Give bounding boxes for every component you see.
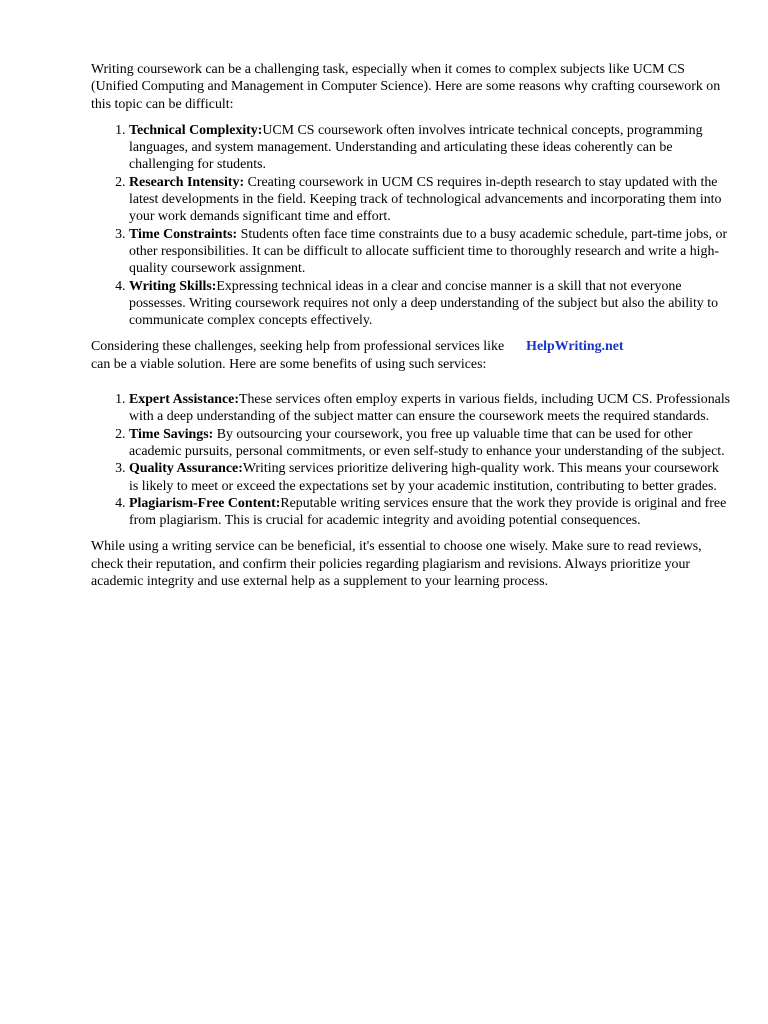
challenge-term: Writing Skills: [129, 278, 217, 294]
middle-text-before: Considering these challenges, seeking help from professional services like [91, 339, 505, 355]
challenge-item [129, 226, 731, 278]
challenge-term: Research Intensity: [129, 174, 245, 190]
benefit-term: Expert Assistance: [129, 392, 239, 408]
challenge-item [129, 278, 731, 330]
benefit-text: Writing services prioritize delivering high-quality work. This means your coursework is likely to meet or exceed the expectations set by your academic institution, contributing to better grades. [129, 461, 719, 494]
middle-text-after: can be a viable solution. Here are some benefits of using such services: [91, 356, 487, 372]
challenge-text: UCM CS coursework often involves intricate technical concepts, programming languages, and system management. Understanding and articulating these ideas coherently can be challenging for students. [129, 122, 703, 173]
benefit-term: Plagiarism-Free Content: [129, 495, 281, 511]
benefit-item [129, 391, 731, 426]
document-content [91, 61, 731, 590]
helpwriting-link[interactable]: HelpWriting.net [526, 339, 624, 355]
benefit-text: Reputable writing services ensure that the work they provide is original and free from plagiarism. This is crucial for academic integrity and avoiding potential consequences. [129, 495, 727, 529]
challenge-item [129, 174, 731, 226]
benefit-item [129, 426, 731, 461]
intro-paragraph: Writing coursework can be a challenging task, especially when it comes to complex subjects like UCM CS (Unified Computing and Management in Computer Science). Here are some reasons why crafting coursework on this topic can be difficult: [91, 62, 721, 112]
benefit-item [129, 495, 731, 530]
challenges-list [91, 122, 731, 330]
benefit-term: Time Savings: [129, 426, 214, 442]
challenge-term: Technical Complexity: [129, 122, 263, 138]
benefit-item [129, 460, 731, 495]
challenge-text: Creating coursework in UCM CS requires in-depth research to stay updated with the latest developments in the field. Keeping track of technological advancements and incorporating them into your work demands significant time and effort. [129, 174, 722, 225]
benefit-text: These services often employ experts in various fields, including UCM CS. Professionals with a deep understanding of the subject matter can ensure the coursework meets the required standards. [129, 392, 731, 425]
challenge-item [129, 122, 731, 174]
closing-paragraph: While using a writing service can be beneficial, it's essential to choose one wisely. Make sure to read reviews, check their reputation, and confirm their policies regarding plagiarism and revisions. Always prioritize your academic integrity and use external help as a supplement to your learning process. [91, 539, 702, 590]
challenge-text: Students often face time constraints due to a busy academic schedule, part-time jobs, or other responsibilities. It can be difficult to allocate sufficient time to thoroughly research and write a high-quality coursework assignment. [129, 226, 728, 277]
challenge-text: Expressing technical ideas in a clear and concise manner is a skill that not everyone possesses. Writing coursework requires not only a deep understanding of the subject but also the ability to communicate complex concepts effectively. [129, 278, 719, 329]
benefit-term: Quality Assurance: [129, 461, 243, 477]
middle-paragraph [91, 338, 731, 373]
benefit-text: By outsourcing your coursework, you free up valuable time that can be used for other academic pursuits, personal commitments, or even self-study to enhance your understanding of the subject. [129, 426, 725, 459]
challenge-term: Time Constraints: [129, 226, 238, 242]
benefits-list [91, 391, 731, 529]
